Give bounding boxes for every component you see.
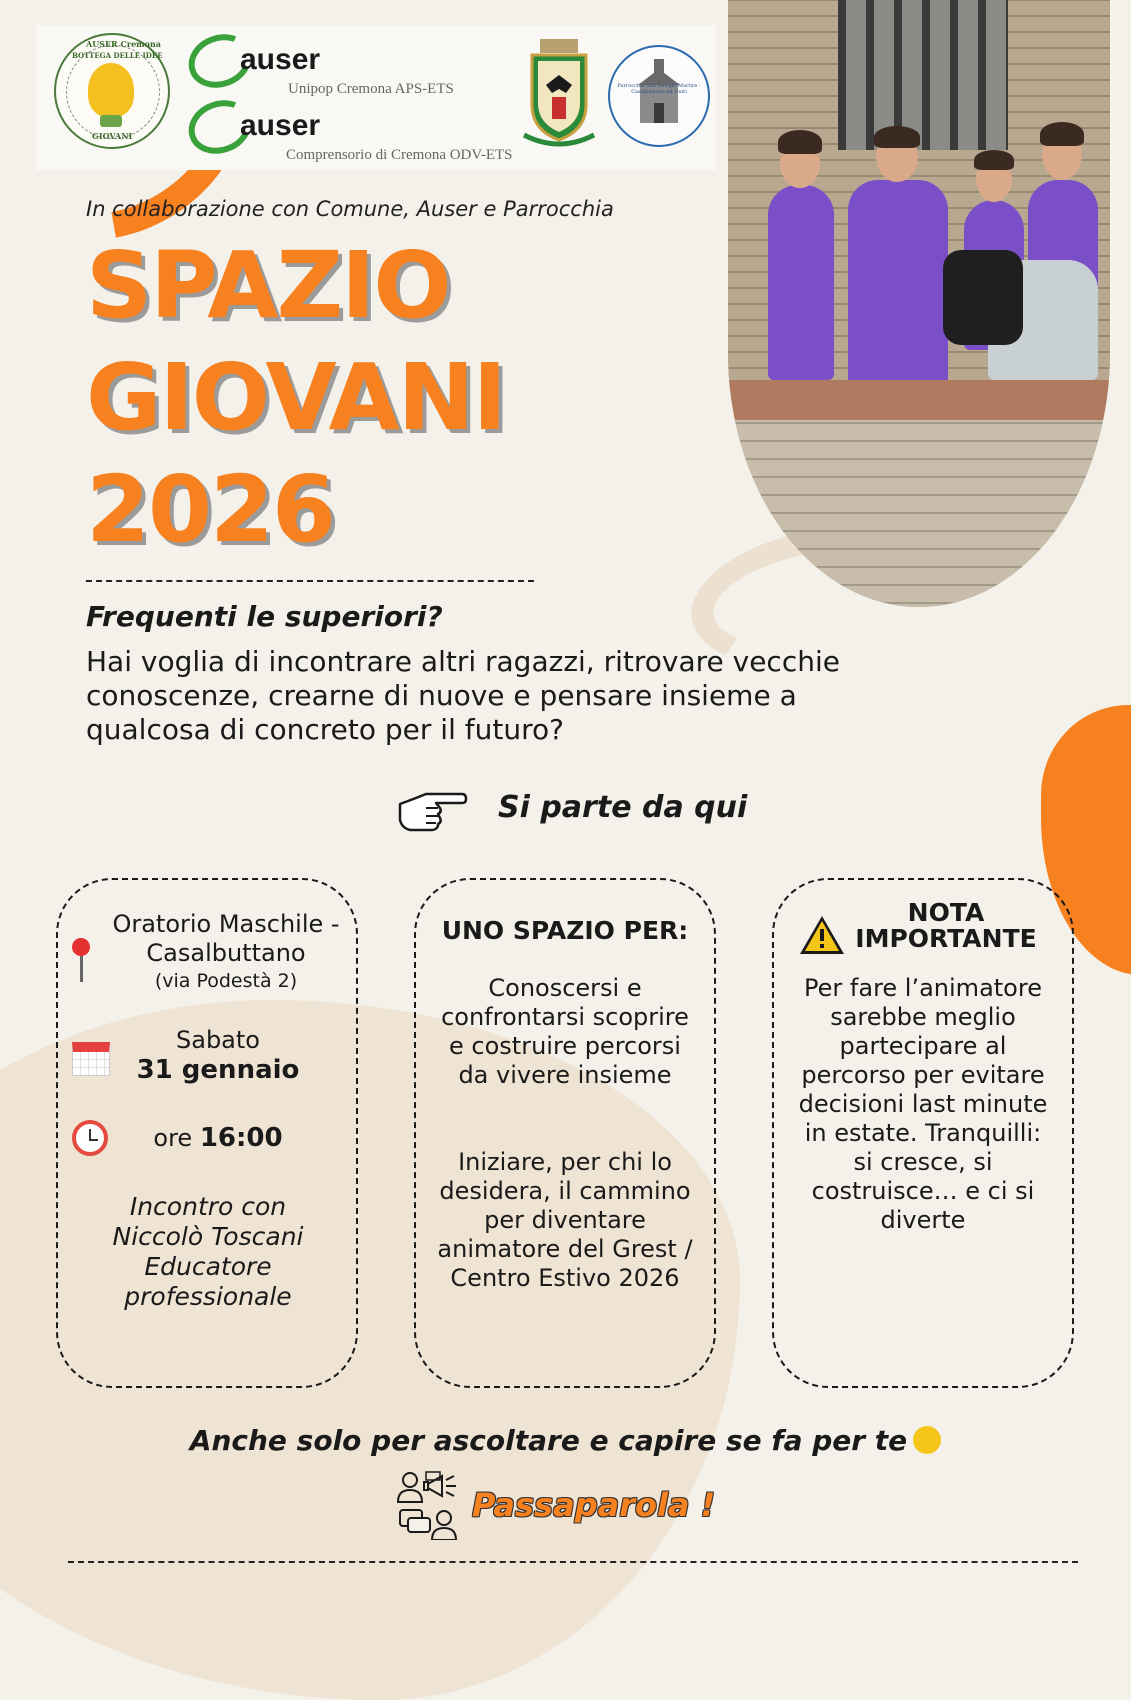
divider-bottom — [68, 1561, 1078, 1563]
lightbulb-icon — [88, 63, 134, 117]
divider — [86, 580, 534, 582]
word-of-mouth-icon — [396, 1470, 464, 1540]
wink-emoji-icon — [913, 1426, 941, 1454]
tagline: Anche solo per ascoltare e capire se fa per te — [0, 1424, 1131, 1457]
bottega-delle-idee-logo — [54, 33, 170, 149]
municipal-crest-icon — [514, 35, 604, 153]
note-body: Per fare l’animatore sarebbe meglio partecipare al percorso per evitare decisioni last minute in estate. Tranquilli: si cresce, si costruisce… e ci si diverte — [798, 974, 1048, 1234]
location-place: Oratorio Maschile - Casalbuttano — [112, 910, 340, 967]
info-box-space — [414, 878, 716, 1388]
meeting-info: Incontro con Niccolò Toscani Educatore professionale — [112, 1192, 304, 1311]
info-box-location — [56, 878, 358, 1388]
title-line-2: GIOVANI — [86, 344, 505, 451]
pin-icon — [72, 938, 90, 982]
space-heading: UNO SPAZIO PER: — [441, 916, 689, 945]
church-icon — [610, 47, 708, 145]
clock-icon — [72, 1120, 108, 1156]
title-line-3: 2026 — [86, 456, 335, 563]
logo-strip: AUSER Cremona BOTTEGA DELLE IDEE GIOVANI auser Unipop Cremona APS-ETS auser Comprensorio di Cremona ODV-ETS Parrocchia San Giorgio Martire · Casalbuttano ed Uniti — [36, 25, 716, 170]
note-heading: NOTA IMPORTANTE — [855, 898, 1037, 953]
seal-bottom-text: GIOVANI — [92, 131, 133, 141]
pointing-hand-icon — [396, 790, 468, 832]
space-paragraph-2: Iniziare, per chi lo desidera, il cammino per diventare animatore del Grest / Centro Estivo 2026 — [437, 1148, 693, 1292]
teens-group-photo — [728, 0, 1110, 607]
event-day: Sabato — [176, 1026, 260, 1054]
event-time: ore 16:00 — [153, 1123, 283, 1153]
start-here-text: Si parte da qui — [498, 790, 748, 825]
passaparola-text: Passaparola ! — [472, 1486, 716, 1524]
parish-logo — [608, 45, 710, 147]
intro-text: Hai voglia di incontrare altri ragazzi, ritrovare vecchie conoscenze, crearne di nuove e pensare insieme a qualcosa di concreto per il futuro? — [86, 645, 840, 746]
seal-top-text: AUSER Cremona — [86, 39, 161, 49]
parish-logo-text: Parrocchia San Giorgio Martire · Casalbuttano ed Uniti — [617, 83, 701, 95]
title-line-1: SPAZIO — [86, 232, 450, 339]
calendar-icon — [72, 1042, 110, 1076]
collaboration-line: In collaborazione con Comune, Auser e Parrocchia — [86, 197, 614, 221]
space-paragraph-1: Conoscersi e confrontarsi scoprire e costruire percorsi da vivere insieme — [441, 974, 689, 1089]
info-box-note — [772, 878, 1074, 1388]
question-heading: Frequenti le superiori? — [86, 600, 443, 633]
location-address: (via Podestà 2) — [154, 970, 298, 992]
warning-icon — [800, 916, 844, 954]
event-date: 31 gennaio — [136, 1055, 300, 1085]
seal-middle-text: BOTTEGA DELLE IDEE — [72, 51, 163, 60]
